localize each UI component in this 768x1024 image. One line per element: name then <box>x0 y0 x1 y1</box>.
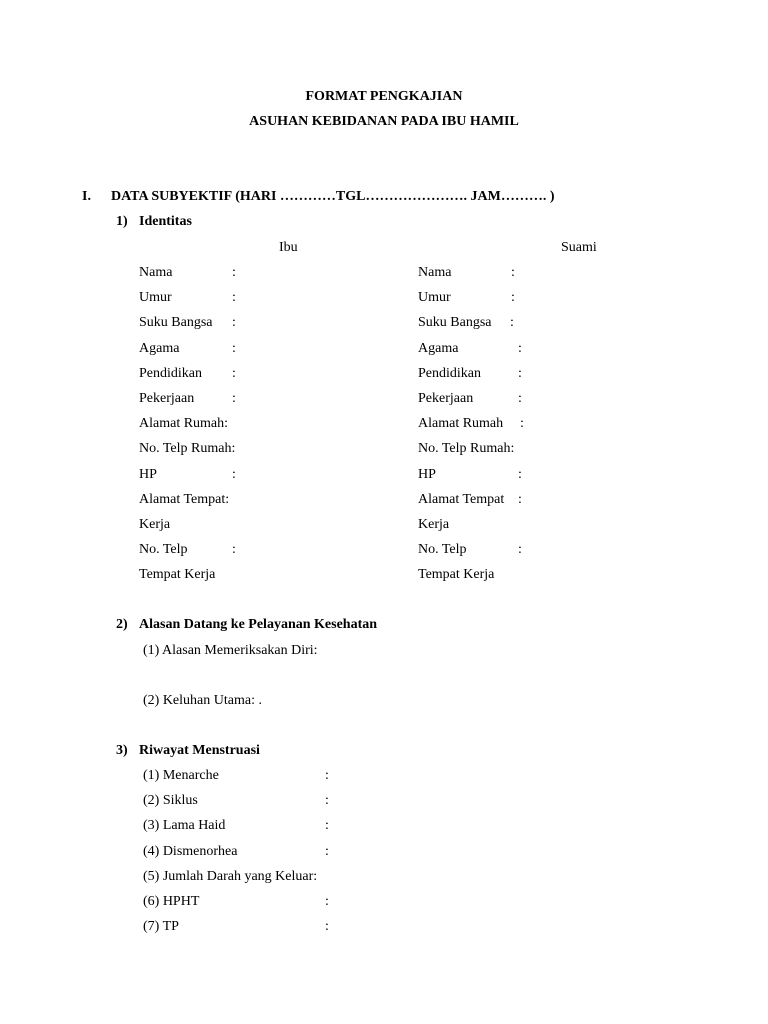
form-title: FORMAT PENGKAJIAN <box>305 89 463 104</box>
subsection-number: 1) <box>116 214 128 229</box>
subsection-heading: Identitas <box>139 214 192 229</box>
suami-field-colon: : <box>518 340 522 356</box>
ibu-field-label: Umur <box>139 290 172 306</box>
ibu-field-colon: : <box>232 542 236 558</box>
ibu-field-label: Tempat Kerja <box>139 567 216 583</box>
suami-field-colon: : <box>511 265 515 280</box>
suami-field-label: Alamat Rumah <box>418 416 504 432</box>
ibu-field-label: Pendidikan <box>139 365 202 381</box>
subsection-number: 2) <box>116 617 128 632</box>
suami-field-label: Kerja <box>418 517 450 532</box>
subsection-heading: Alasan Datang ke Pelayanan Kesehatan <box>139 617 378 632</box>
suami-field-label: Suku Bangsa <box>418 315 492 331</box>
suami-field-label: No. Telp <box>418 542 467 558</box>
suami-field-label: Pendidikan <box>418 365 481 381</box>
suami-field-colon: : <box>518 466 522 482</box>
subsection-number: 3) <box>116 743 128 758</box>
alasan-item: (1) Alasan Memeriksakan Diri: <box>143 643 318 658</box>
ibu-field-colon: : <box>232 391 236 406</box>
menstruasi-field-label: (2) Siklus <box>143 793 198 809</box>
suami-field-colon: : <box>510 315 514 331</box>
menstruasi-field-colon: : <box>325 818 329 834</box>
ibu-field-label: Nama <box>139 265 173 280</box>
suami-field-colon: : <box>518 365 522 381</box>
section-number: I. <box>82 189 91 204</box>
ibu-field-label: Kerja <box>139 517 171 532</box>
suami-field-label: Agama <box>418 340 459 356</box>
menstruasi-field-label: (1) Menarche <box>143 768 219 783</box>
menstruasi-field-colon: : <box>325 843 329 859</box>
form-subtitle: ASUHAN KEBIDANAN PADA IBU HAMIL <box>249 114 519 129</box>
suami-field-label: HP <box>418 466 436 482</box>
suami-field-colon: : <box>518 391 522 406</box>
suami-column-header: Suami <box>561 240 597 255</box>
menstruasi-field-colon: : <box>325 919 329 935</box>
ibu-field-label: Agama <box>139 340 180 356</box>
ibu-field-label: Alamat Tempat: <box>139 491 230 507</box>
menstruasi-field-label: (6) HPHT <box>143 894 200 909</box>
suami-field-label: No. Telp Rumah: <box>418 441 515 457</box>
menstruasi-field-label: (5) Jumlah Darah yang Keluar: <box>143 868 318 884</box>
suami-field-colon: : <box>518 542 522 558</box>
suami-field-colon: : <box>518 491 522 507</box>
ibu-field-label: Alamat Rumah: <box>139 416 229 432</box>
ibu-field-label: No. Telp Rumah: <box>139 441 236 457</box>
suami-field-label: Alamat Tempat <box>418 491 505 507</box>
ibu-field-colon: : <box>232 315 236 331</box>
ibu-field-colon: : <box>232 466 236 482</box>
ibu-field-colon: : <box>232 365 236 381</box>
ibu-field-label: Pekerjaan <box>139 391 195 406</box>
ibu-field-colon: : <box>232 265 236 280</box>
menstruasi-field-colon: : <box>325 768 329 783</box>
ibu-field-colon: : <box>232 340 236 356</box>
alasan-item: (2) Keluhan Utama: . <box>143 693 262 708</box>
ibu-column-header: Ibu <box>279 240 298 255</box>
menstruasi-field-colon: : <box>325 793 329 809</box>
ibu-field-label: Suku Bangsa <box>139 315 213 331</box>
menstruasi-field-colon: : <box>325 894 329 909</box>
suami-field-colon: : <box>511 290 515 306</box>
suami-field-label: Pekerjaan <box>418 391 474 406</box>
suami-field-label: Nama <box>418 265 452 280</box>
menstruasi-field-label: (3) Lama Haid <box>143 818 226 834</box>
menstruasi-field-label: (4) Dismenorhea <box>143 843 238 859</box>
suami-field-label: Tempat Kerja <box>418 567 495 583</box>
suami-field-colon: : <box>520 416 524 432</box>
ibu-field-label: No. Telp <box>139 542 188 558</box>
suami-field-label: Umur <box>418 290 451 306</box>
ibu-field-label: HP <box>139 466 157 482</box>
ibu-field-colon: : <box>232 290 236 306</box>
menstruasi-field-label: (7) TP <box>143 919 179 935</box>
subsection-heading: Riwayat Menstruasi <box>139 743 260 758</box>
section-heading: DATA SUBYEKTIF (HARI …………TGL…………………. JAM………. ) <box>111 189 555 204</box>
